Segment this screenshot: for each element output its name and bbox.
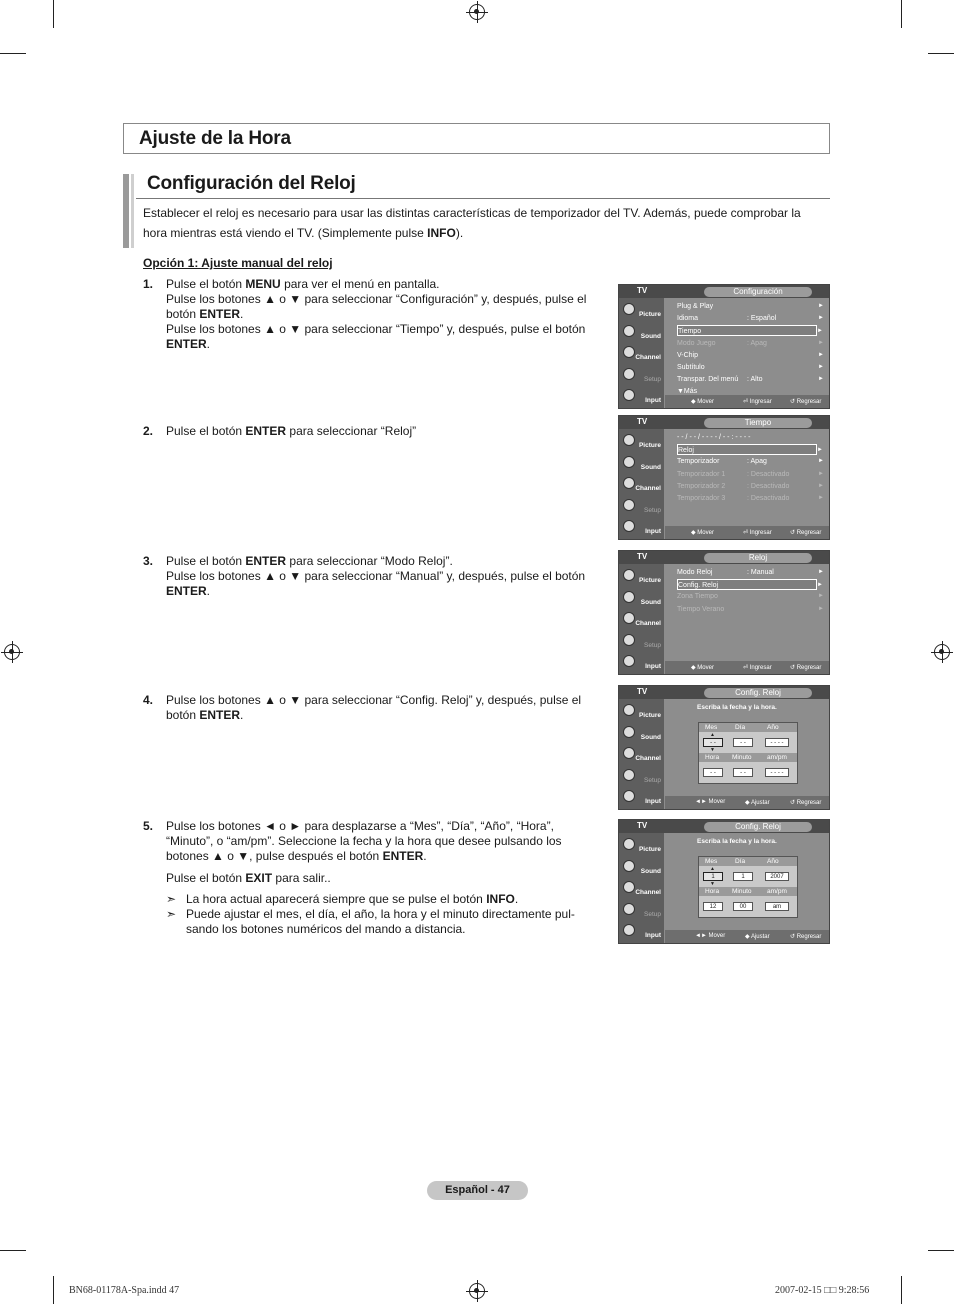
osd-header [619,416,829,429]
osd-row-label: Temporizador 2 [677,482,726,490]
osd-sidebar [619,833,664,943]
text-run: Pulse los botones ▲ o ▼ para seleccionar “Tiempo” y, después, pulse el botón [166,322,586,336]
crop-mark [0,53,26,54]
osd-side-item-channel [621,879,663,899]
osd-side-item-sound [621,454,663,474]
field-label: Hora [705,754,720,761]
arrow-right-icon: ► [818,605,824,612]
crop-mark [901,0,902,28]
page-number: Español - 47 [427,1181,528,1200]
crop-mark [53,1276,54,1304]
osd-main [665,564,829,661]
arrow-right-icon: ► [818,351,824,358]
date-time-box [698,722,798,784]
osd-row-label: Plug & Play [677,303,714,310]
date-field: 1 [733,872,753,881]
bold-run: ENTER [199,708,241,722]
osd-footer [665,661,829,674]
step-body [166,277,606,352]
sound-icon [623,726,635,738]
arrow-up-icon: ▲ [710,732,715,738]
date-field: - - [703,738,723,747]
osd-side-label: Input [645,663,661,670]
osd-row-label: - - / - - / - - - - / - - : - - - - [677,434,751,441]
text-run: Pulse los botones ◄ o ► para desplazarse a “Mes”, “Día”, “Año”, “Hora”, “Minuto”, o “am/pm”. Seleccione la fecha y la hora que desee pulsando los botones ▲ o ▼, pulse después el botón [166,819,562,863]
osd-row-value: : Español [747,315,777,323]
osd-message: Escriba la fecha y la hora. [697,704,777,711]
osd-row-value: : Desactivado [747,495,790,502]
arrow-up-icon: ▲ [710,866,715,872]
osd-row-value: : Apag [747,339,767,347]
time-field: - - [733,768,753,777]
osd-menu-title: Reloj [704,553,812,563]
bold-run: ENTER [245,554,287,568]
picture-icon [623,838,635,850]
osd-side-item-setup [621,497,663,517]
note-line [186,907,601,937]
osd-footer-hint: ◆ Ajustar [745,934,770,940]
osd-menu-title: Config. Reloj [704,688,812,698]
step-line [166,424,606,439]
osd-footer-hint: ⏎ Ingresar [743,665,772,671]
picture-icon [623,434,635,446]
arrow-right-icon: ► [818,495,824,501]
channel-icon [623,612,635,624]
osd-main [665,833,829,930]
osd-footer-hint: ↺ Regresar [790,800,822,806]
bold-run: ENTER [382,849,424,863]
osd-tv-label: TV [637,552,648,561]
step-number: 2. [143,424,154,438]
osd-row-value: : Manual [747,569,774,576]
channel-icon [623,747,635,759]
osd-side-label: Channel [635,620,661,627]
osd-sidebar [619,429,664,539]
setup-icon [623,903,635,915]
osd-footer-hint: ⏎ Ingresar [743,530,772,536]
arrow-right-icon: ► [818,339,824,346]
step-line [166,554,606,569]
field-label: am/pm [767,888,787,895]
text-run: Pulse los botones ▲ o ▼ para seleccionar “Config. Reloj” y, después, pulse el botón [166,693,582,722]
osd-side-item-picture [621,836,663,856]
input-icon [623,655,635,667]
osd-menu-row [677,579,823,590]
text-run: . [206,337,211,351]
osd-side-label: Sound [640,332,661,340]
crop-mark [928,1250,954,1251]
input-icon [623,924,635,936]
osd-row-label: ▼Más [677,388,698,396]
osd-side-item-input [621,788,663,808]
osd-side-label: Sound [640,463,661,471]
osd-menu-row [677,374,824,385]
osd-menu-row [677,338,824,349]
osd-menu-title: Config. Reloj [704,822,812,832]
step-number: 1. [143,277,154,291]
osd-side-label: Sound [640,867,661,875]
osd-menu-row [677,350,824,361]
input-icon [623,389,635,401]
osd-footer-hint: ◄► Mover [695,799,726,805]
osd-footer-hint: ⏎ Ingresar [743,399,772,405]
arrow-right-icon: ► [818,376,824,383]
date-field: - - - - [765,738,789,747]
channel-icon [623,881,635,893]
osd-row-label: Temporizador 1 [677,470,726,478]
step-number: 3. [143,554,154,568]
text-run: Pulse el botón [166,554,246,568]
subsection-bar [123,174,129,248]
time-field: - - [703,768,723,777]
step-number: 5. [143,819,154,833]
osd-tv-label: TV [637,286,648,295]
sound-icon [623,860,635,872]
arrow-down-icon: ▼ [710,881,715,887]
bold-run: ENTER [245,424,287,438]
osd-side-item-channel [621,610,663,630]
osd-side-label: Picture [638,846,661,853]
subsection-rule [136,198,830,199]
field-label: Mes [705,724,718,731]
step-body [166,554,606,599]
note-line [186,892,601,907]
field-label: Día [735,724,746,731]
osd-footer-hint: ↺ Regresar [790,665,822,671]
osd-side-item-input [621,387,663,407]
text-run: para seleccionar “Reloj” [286,424,417,438]
osd-main [665,298,829,395]
field-label: Minuto [732,888,752,895]
osd-header [619,551,829,564]
option-heading: Opción 1: Ajuste manual del reloj [143,256,333,270]
osd-side-item-setup [621,901,663,921]
osd-side-item-setup [621,366,663,386]
osd-side-label: Channel [635,485,661,492]
text-run: para seleccionar “Modo Reloj”. [286,554,453,568]
osd-menu-row [677,362,824,373]
osd-side-label: Picture [638,442,661,449]
bold-run: ENTER [166,337,207,351]
text-run: La hora actual aparecerá siempre que se pulse el botón [186,892,487,906]
time-field: 12 [703,902,723,911]
osd-reloj [618,550,830,675]
setup-icon [623,769,635,781]
arrow-right-icon: ► [818,458,824,465]
arrow-right-icon: ► [817,328,823,335]
input-icon [623,520,635,532]
sound-icon [623,591,635,603]
note-text [186,907,601,937]
osd-side-label: Input [645,798,661,805]
osd-menu-row [677,493,824,504]
text-run: Puede ajustar el mes, el día, el año, la hora y el minuto directamente pul-sando los botones numéricos del mando a distancia. [186,907,575,936]
osd-row-value: : Desactivado [747,470,790,478]
step-line [166,693,606,723]
osd-menu-row [677,456,824,467]
exit-text [166,871,331,886]
osd-footer-hint: ◆ Mover [691,665,714,671]
text-run: . [240,708,244,722]
osd-side-label: Setup [644,641,661,649]
osd-menu-row [677,469,824,480]
osd-row-label: Modo Reloj [677,569,713,576]
osd-main [665,699,829,796]
section-title: Ajuste de la Hora [139,128,291,149]
subsection-title: Configuración del Reloj [147,173,356,194]
arrow-right-icon: ► [818,364,824,370]
setup-icon [623,368,635,380]
osd-row-value: : Desactivado [747,482,790,490]
channel-icon [623,477,635,489]
osd-menu-row [677,313,824,324]
osd-side-label: Channel [635,755,661,762]
picture-icon [623,303,635,315]
osd-footer-hint: ◄► Mover [695,933,726,939]
osd-row-label: Idioma [677,315,699,323]
osd-footer-hint: ◆ Mover [691,530,714,536]
footer-date: 2007-02-15 □□ 9:28:56 [775,1285,870,1296]
field-label: Minuto [732,754,752,761]
date-field: - - [733,738,753,747]
osd-side-item-sound [621,589,663,609]
step-body [166,693,606,723]
text-run: Pulse el botón [166,277,246,291]
osd-side-label: Setup [644,506,661,514]
osd-footer [665,930,829,943]
osd-footer-hint: ↺ Regresar [790,934,822,940]
arrow-right-icon: ► [818,482,824,489]
osd-side-item-input [621,518,663,538]
registration-mark-icon [469,1283,485,1299]
osd-side-item-setup [621,632,663,652]
osd-side-label: Setup [644,375,661,383]
crop-mark [0,1250,26,1251]
intro-text: Establecer el reloj es necesario para usar las distintas características de temporizador del TV. Además, puede comprobar la hora mientras está viendo el TV. (Simplemente pulse [143,206,801,240]
osd-menu-row [677,567,824,578]
registration-mark-icon [934,644,950,660]
osd-side-label: Sound [640,598,661,606]
osd-tiempo [618,415,830,540]
field-label: Hora [705,888,720,895]
footer-file: BN68-01178A-Spa.indd 47 [69,1285,180,1296]
setup-icon [623,634,635,646]
channel-icon [623,346,635,358]
date-field: 2007 [765,872,789,881]
bold-run: EXIT [245,871,273,885]
arrow-right-icon: ► [818,303,824,309]
osd-menu-title: Configuración [704,287,812,297]
picture-icon [623,704,635,716]
text-run: . [514,892,519,906]
osd-menu-row [677,301,824,312]
bold-run: ENTER [166,584,207,598]
osd-sidebar [619,699,664,809]
intro-bold: INFO [427,226,456,240]
time-field: am [765,902,789,911]
osd-message: Escriba la fecha y la hora. [697,838,777,845]
subsection-bar [131,174,134,248]
crop-mark [928,53,954,54]
text-run: Pulse los botones ▲ o ▼ para seleccionar “Configuración” y, después, pulse el botón [166,292,587,321]
text-run: . [423,849,427,863]
field-label: Año [767,724,779,731]
arrow-right-icon: ► [818,593,824,600]
intro-paragraph [143,203,828,243]
osd-tv-label: TV [637,417,648,426]
time-field: 00 [733,902,753,911]
osd-configuracion [618,284,830,409]
exit-line-text [166,871,331,886]
text-run: para ver el menú en pantalla. [280,277,440,291]
osd-menu-row [677,604,824,615]
text-run: Pulse el botón [166,871,246,885]
osd-footer [665,526,829,539]
sound-icon [623,456,635,468]
osd-header [619,820,829,833]
bold-run: ENTER [199,307,241,321]
osd-side-item-input [621,922,663,942]
text-run: . [240,307,244,321]
osd-side-item-picture [621,567,663,587]
osd-footer-hint: ↺ Regresar [790,530,822,536]
osd-side-label: Setup [644,910,661,918]
osd-header [619,686,829,699]
step-line [166,292,606,322]
step-line [166,322,606,352]
crop-mark [53,0,54,28]
osd-side-label: Picture [638,311,661,318]
osd-side-label: Sound [640,733,661,741]
date-field: 1 [703,872,723,881]
osd-footer [665,395,829,408]
osd-side-item-channel [621,344,663,364]
osd-row-label: V-Chip [677,351,699,359]
osd-side-item-setup [621,767,663,787]
osd-footer [665,796,829,809]
osd-side-label: Input [645,397,661,404]
crop-mark [901,1276,902,1304]
bold-run: MENU [245,277,281,291]
osd-tv-label: TV [637,687,648,696]
step-number: 4. [143,693,154,707]
arrow-right-icon: ► [817,447,823,454]
field-label: Día [735,858,746,865]
picture-icon [623,569,635,581]
osd-side-label: Channel [635,889,661,896]
section-title-box [123,123,830,154]
osd-row-label: Zona Tiempo [677,593,718,601]
osd-menu-row [677,591,824,602]
osd-row-label: Temporizador [677,458,720,466]
sound-icon [623,325,635,337]
osd-side-label: Picture [638,577,661,584]
osd-sidebar [619,298,664,408]
step-body [166,819,596,864]
osd-row-label: Modo Juego [677,339,716,347]
osd-main [665,429,829,526]
step-line [166,819,596,864]
field-label: am/pm [767,754,787,761]
bold-run: INFO [486,892,515,906]
osd-row-value: : Apag [747,458,767,466]
input-icon [623,790,635,802]
osd-header [619,285,829,298]
osd-side-item-picture [621,432,663,452]
registration-mark-icon [4,644,20,660]
text-run: . [206,584,211,598]
osd-footer-hint: ◆ Mover [691,399,714,405]
osd-row-value: : Alto [747,376,763,384]
field-label: Mes [705,858,718,865]
time-field: - - - - [765,768,789,777]
osd-menu-title: Tiempo [704,418,812,428]
osd-sidebar [619,564,664,674]
date-time-box [698,856,798,918]
step-body [166,424,606,439]
osd-side-label: Picture [638,712,661,719]
osd-row-label: Temporizador 3 [677,495,726,502]
arrow-right-icon: ► [817,582,823,589]
step-line [166,277,606,292]
setup-icon [623,499,635,511]
arrow-right-icon: ► [818,569,824,575]
osd-footer-hint: ↺ Regresar [790,399,822,405]
note-arrow-icon: ➣ [166,892,177,906]
osd-row-label: Subtítulo [677,364,705,371]
osd-menu-row [677,481,824,492]
text-run: Pulse los botones ▲ o ▼ para seleccionar “Manual” y, después, pulse el botón [166,569,586,583]
osd-side-label: Setup [644,776,661,784]
osd-side-item-picture [621,301,663,321]
osd-config-reloj-empty [618,685,830,810]
osd-row-label: Tiempo Verano [677,605,725,613]
osd-side-item-channel [621,745,663,765]
osd-row-label: Transpar. Del menú [677,376,739,384]
arrow-right-icon: ► [818,315,824,322]
osd-row-label: Config. Reloj [678,582,719,590]
osd-side-item-sound [621,323,663,343]
text-run: Pulse el botón [166,424,246,438]
osd-side-label: Input [645,932,661,939]
note-text [186,892,601,907]
osd-row-label: Reloj [678,447,694,455]
intro-text-end: ). [455,226,464,240]
osd-menu-row [677,432,817,443]
text-run: para salir.. [272,871,331,885]
note-arrow-icon: ➣ [166,907,177,921]
osd-side-item-picture [621,702,663,722]
osd-side-item-sound [621,858,663,878]
osd-row-label: Tiempo [678,328,702,336]
osd-footer-hint: ◆ Ajustar [745,800,770,806]
osd-side-label: Channel [635,354,661,361]
osd-side-item-channel [621,475,663,495]
osd-side-item-sound [621,724,663,744]
osd-side-item-input [621,653,663,673]
arrow-right-icon: ► [818,470,824,477]
arrow-down-icon: ▼ [710,747,715,753]
osd-tv-label: TV [637,821,648,830]
field-label: Año [767,858,779,865]
step-line [166,569,606,599]
osd-config-reloj-set [618,819,830,944]
registration-mark-icon [469,4,485,20]
osd-menu-row [677,444,823,455]
osd-side-label: Input [645,528,661,535]
osd-menu-row [677,325,823,336]
